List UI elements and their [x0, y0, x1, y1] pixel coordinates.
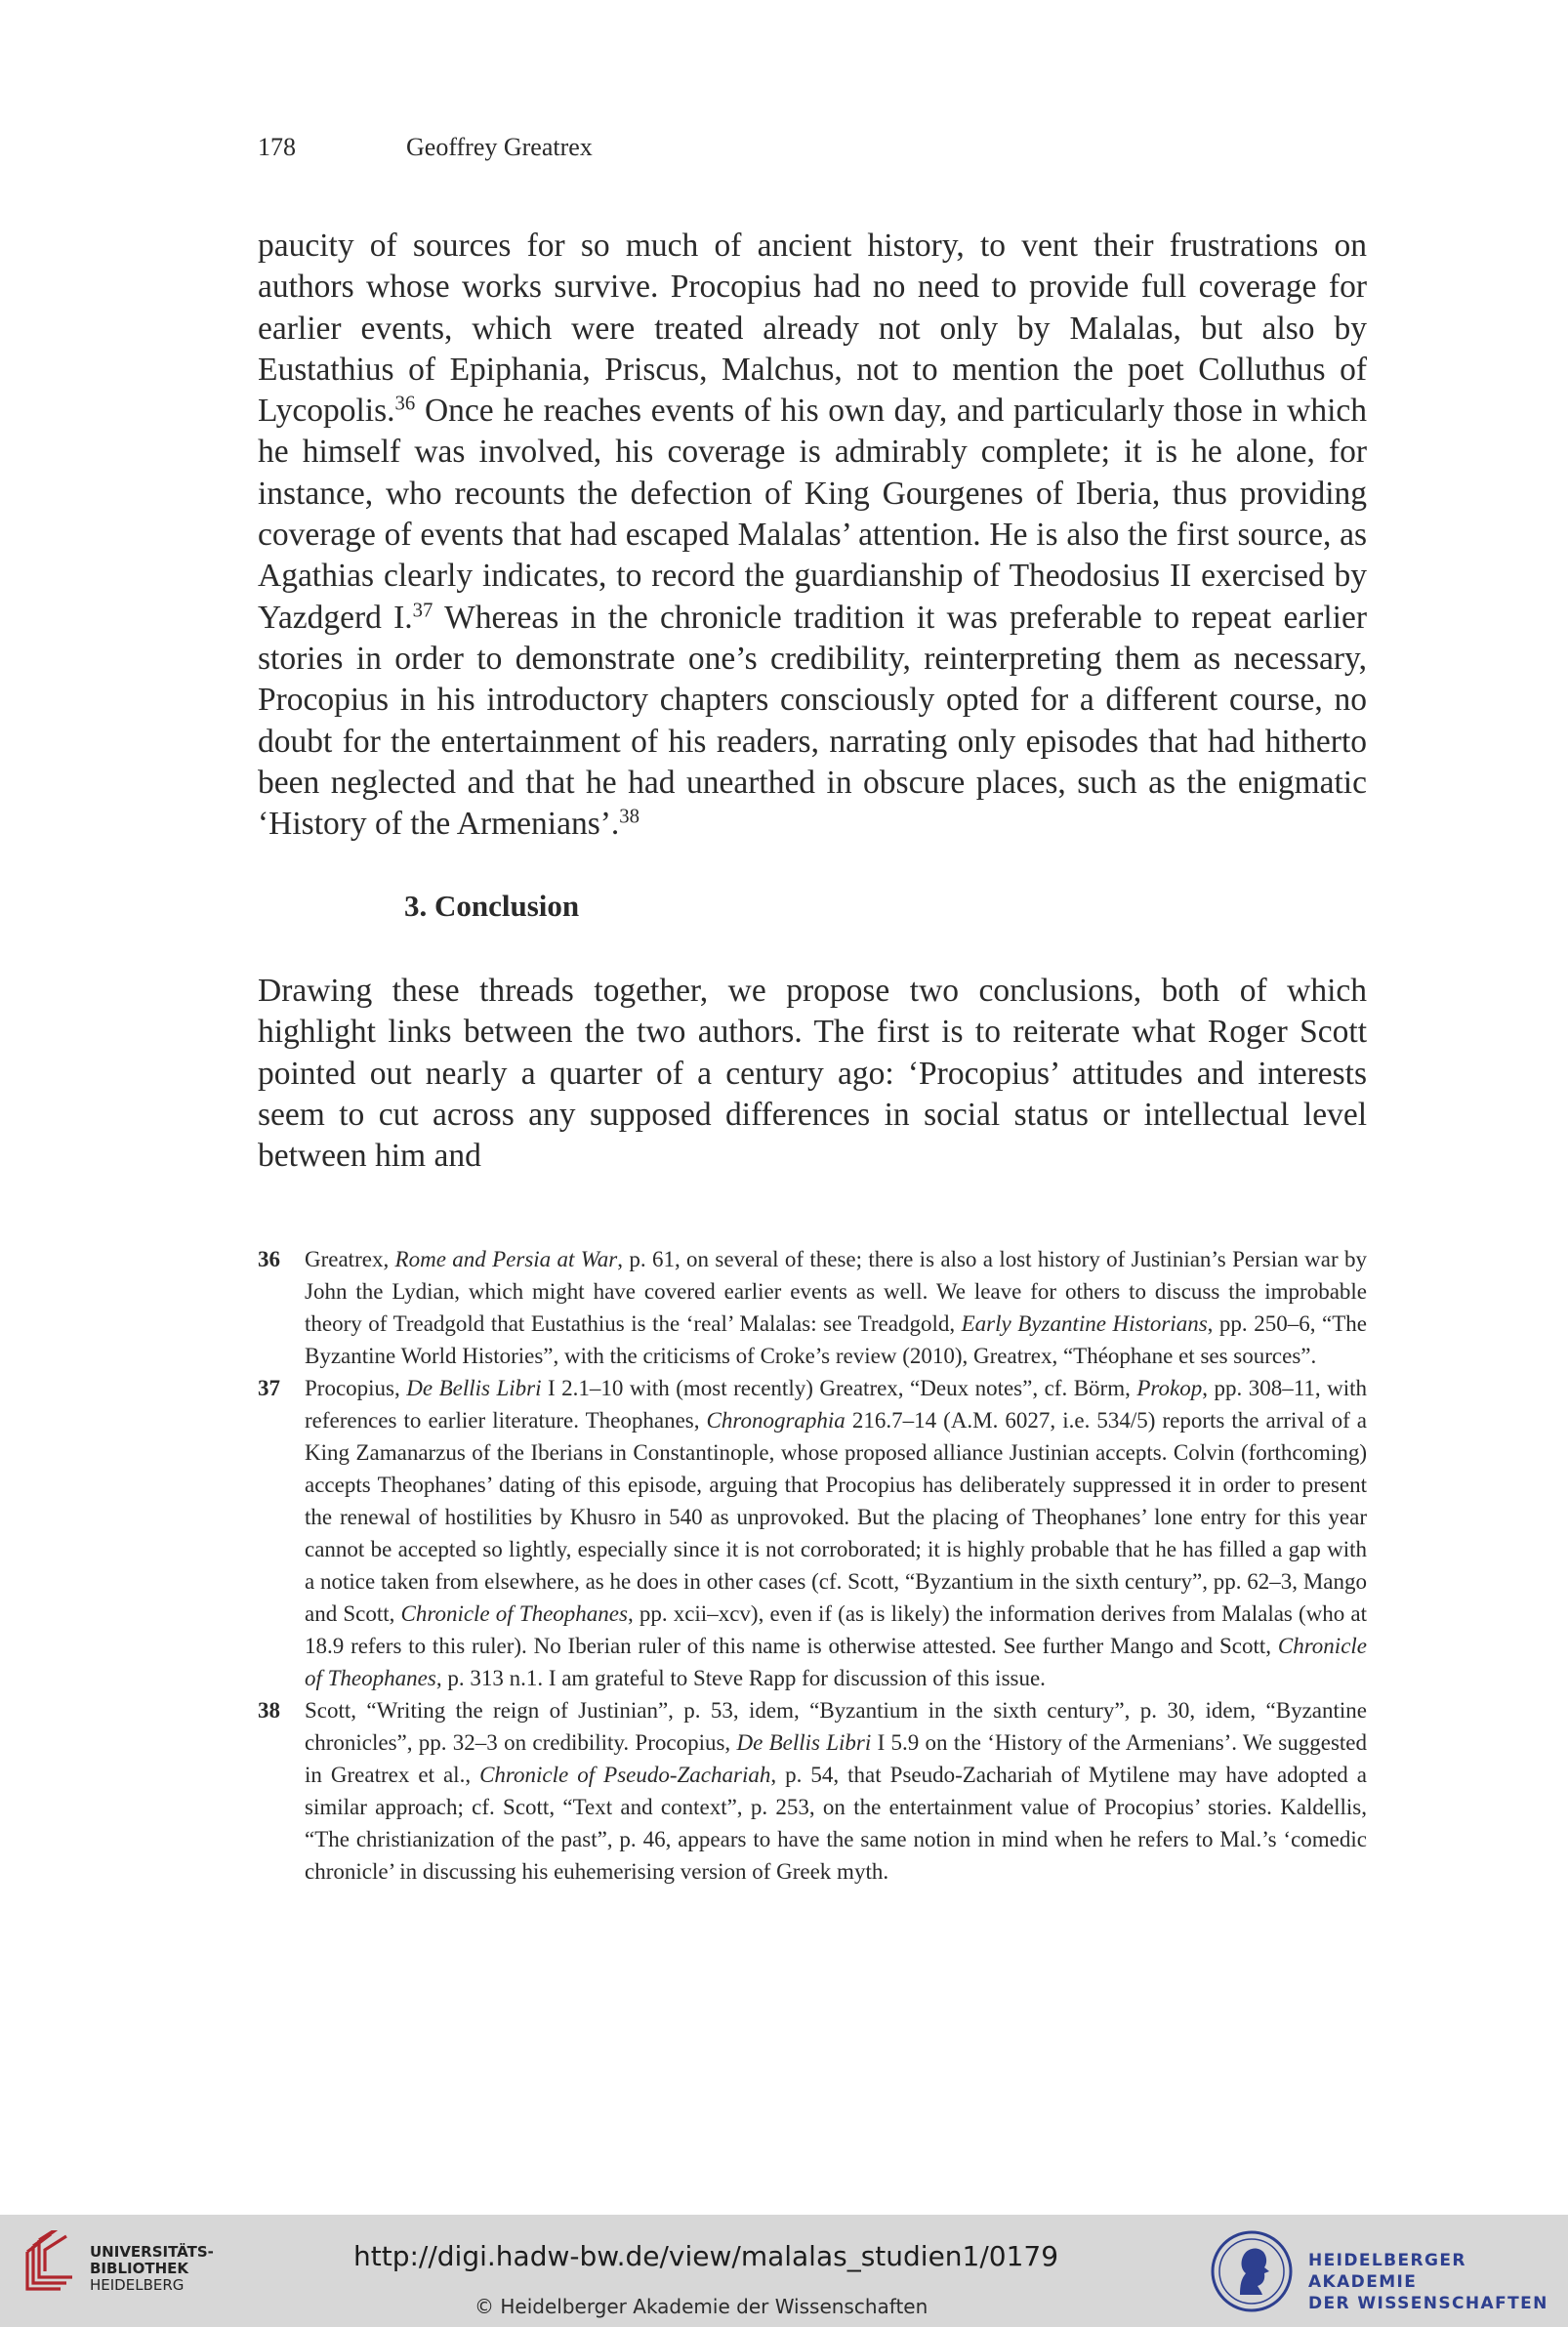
- ub-name-line: BIBLIOTHEK: [90, 2260, 188, 2277]
- footnote-text-run: , p. 61, on several of these; there is also a lost history of Justinian’s Persian war by John the Lydian, which might have covered earlier events as well. We leave for others to discuss the improbable theory of Treadgold that Eustathius is the ‘real’ Malalas: see Treadgold,: [305, 1247, 1367, 1336]
- ub-name-line: HEIDELBERG: [90, 2276, 185, 2294]
- university-library-logo-icon[interactable]: [21, 2230, 78, 2293]
- footnote-text-run: Greatrex,: [305, 1247, 395, 1271]
- body-paragraph-2: Drawing these threads together, we propose two conclusions, both of which highlight links between the two authors. The first is to reiterate what Roger Scott pointed out nearly a quarter of a century ago: ‘Procopius’ attitudes and interests seem to cut across any supposed differences in social status or intellectual level between him and: [258, 973, 1367, 1175]
- paragraph-text: paucity of sources for so much of ancient history, to vent their frustrations on authors whose works survive. Procopius had no need to provide full coverage for earlier events, which were treated already not only by Malalas, but also by Eustathius of Epiphania, Priscus, Malchus, not to mention the poet Colluthus of Lycopolis.: [258, 228, 1367, 430]
- book-title: Chronicle of Theophanes: [400, 1601, 628, 1626]
- footnote-text: [305, 1376, 1367, 1690]
- body-paragraph-1: [258, 226, 1367, 845]
- footnote-text-run: 216.7–14 (A.M. 6027, i.e. 534/5) reports the arrival of a King Zamanarzus of the Iberians in Constantinople, whose proposed alliance Justinian accepts. Colvin (forthcoming) accepts Theophanes’ dating of this episode, arguing that Procopius has deliberately suppressed it in order to present the renewal of hostilities by Khusro in 540 as unprovoked. But the placing of Theophanes’ lone entry for this year cannot be accepted so lightly, especially since it is not corroborated; it is highly probable that he has filled a gap with a notice taken from elsewhere, as he does in other cases (cf. Scott, “Byzantium in the sixth century”, pp. 62–3, Mango and Scott,: [305, 1408, 1367, 1626]
- footnote-text-run: , pp. 250–6, “The Byzantine World Histories”, with the criticisms of Croke’s review (2010), Greatrex, “Théophane et ses sources”.: [305, 1311, 1367, 1368]
- paragraph-text: Whereas in the chronicle tradition it was preferable to repeat earlier stories in order to demonstrate one’s credibility, reinterpreting them as necessary, Procopius in his introductory chapters consciously opted for a different course, no doubt for the entertainment of his readers, narrating only episodes that had hitherto been neglected and that he had unearthed in obscure places, such as the enigmatic ‘History of the Armenians’.: [258, 599, 1367, 843]
- footnote-text: [305, 1247, 1367, 1368]
- footnote-text-run: , pp. xcii–xcv), even if (as is likely) the information derives from Malalas (who at 18.9 refers to this ruler). No Iberian ruler of this name is otherwise attested. See further Mango and Scott,: [305, 1601, 1367, 1658]
- footnote-ref-37[interactable]: 37: [412, 599, 433, 622]
- footnote-ref-38[interactable]: 38: [619, 805, 640, 828]
- footnote-text-run: I 5.9 on the ‘History of the Armenians’. We suggested in Greatrex et al.,: [305, 1730, 1367, 1787]
- footer-bar: [0, 2215, 1568, 2327]
- footnote-text-run: , p. 54, that Pseudo-Zachariah of Mytilene may have adopted a similar approach; cf. Scott, “Text and context”, p. 253, on the entertainment value of Procopius’ stories. Kaldellis, “The christianization of the past”, p. 46, appears to have the same notion in mind when he refers to Mal.’s ‘comedic chronicle’ in discussing his euhemerising version of Greek myth.: [305, 1763, 1368, 1884]
- footnotes: [258, 1243, 1367, 1888]
- footnote-text-run: I 2.1–10 with (most recently) Greatrex, “Deux notes”, cf. Börm,: [541, 1376, 1137, 1400]
- academy-name-line: HEIDELBERGER AKADEMIE: [1308, 2251, 1466, 2292]
- page-header: [258, 133, 1367, 168]
- footnote-number: 36: [258, 1247, 280, 1271]
- book-title: Prokop: [1136, 1376, 1203, 1400]
- paragraph-text: Once he reaches events of his own day, and particularly those in which he himself was involved, his coverage is admirably complete; it is he alone, for instance, who recounts the defection of King Gourgenes of Iberia, thus providing coverage of events that had escaped Malalas’ attention. He is also the first source, as Agathias clearly indicates, to record the guardianship of Theodosius II exercised by Yazdgerd I.: [258, 393, 1367, 636]
- academy-name-line: DER WISSENSCHAFTEN: [1308, 2294, 1548, 2313]
- footnote-text: [305, 1698, 1367, 1884]
- footnote-text-run: , pp. 308–11, with references to earlier literature. Theophanes,: [305, 1376, 1367, 1433]
- footnote-text-run: Procopius,: [305, 1376, 407, 1400]
- footnote-38: [258, 1694, 1367, 1888]
- academy-seal-icon[interactable]: [1211, 2230, 1293, 2312]
- page-number: 178: [258, 133, 296, 161]
- book-title: Chronicle of Theophanes: [305, 1634, 1367, 1690]
- footnote-ref-36[interactable]: 36: [394, 392, 416, 415]
- footnote-text-run: Scott, “Writing the reign of Justinian”, p. 53, idem, “Byzantium in the sixth century”, p. 30, idem, “Byzantine chronicles”, pp. 32–3 on credibility. Procopius,: [305, 1698, 1367, 1755]
- section-heading: 3. Conclusion: [404, 889, 580, 923]
- university-library-name: [90, 2244, 214, 2294]
- footnote-text-run: , p. 313 n.1. I am grateful to Steve Rapp for discussion of this issue.: [435, 1666, 1046, 1690]
- copyright-notice: © Heidelberger Akademie der Wissenschaften: [475, 2295, 928, 2318]
- academy-name: [1308, 2250, 1568, 2314]
- running-head: Geoffrey Greatrex: [406, 133, 593, 161]
- footnote-36: [258, 1243, 1367, 1372]
- book-title: Early Byzantine Historians: [961, 1311, 1208, 1336]
- footnote-number: 38: [258, 1698, 280, 1723]
- footnote-number: 37: [258, 1376, 280, 1400]
- book-title: Chronicle of Pseudo-Zachariah: [479, 1763, 771, 1787]
- book-title: De Bellis Libri: [736, 1730, 872, 1755]
- ub-name-line: UNIVERSITÄTS-: [90, 2243, 214, 2261]
- book-title: Chronographia: [706, 1408, 846, 1433]
- book-title: De Bellis Libri: [406, 1376, 542, 1400]
- footnote-37: [258, 1372, 1367, 1694]
- permalink-url[interactable]: http://digi.hadw-bw.de/view/malalas_studien1/0179: [353, 2240, 1059, 2272]
- book-title: Rome and Persia at War: [394, 1247, 618, 1271]
